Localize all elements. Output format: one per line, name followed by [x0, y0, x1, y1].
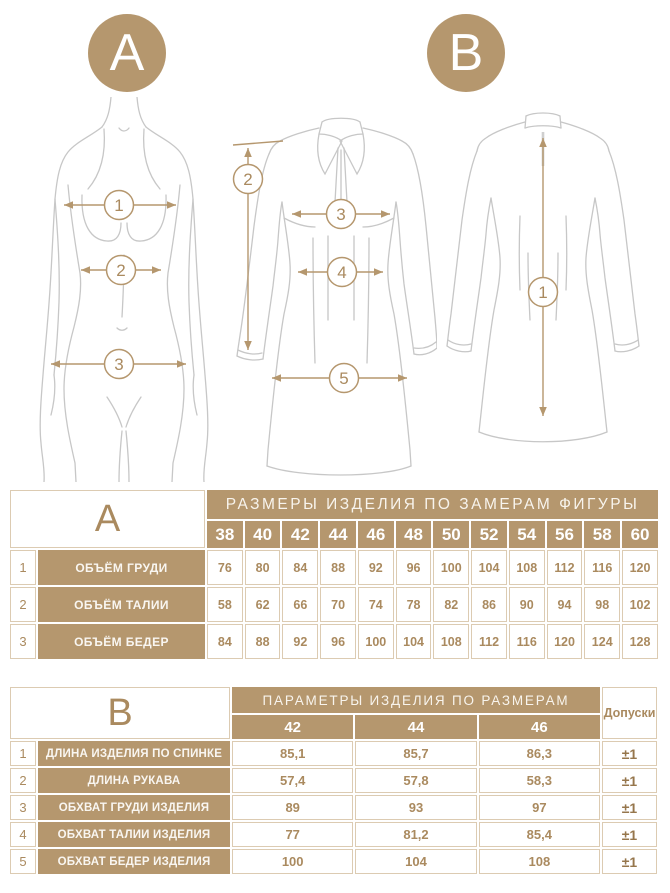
table-b-title: ПАРАМЕТРЫ ИЗДЕЛИЯ ПО РАЗМЕРАМ — [232, 687, 600, 713]
table-b-value-cell: 58,3 — [479, 768, 600, 793]
table-b-corner-label: B — [10, 687, 230, 739]
front-marker-5: 5 — [339, 369, 349, 388]
table-b-row — [10, 822, 657, 847]
table-a-value-cell: 96 — [396, 550, 432, 585]
table-a-size-header: 38 — [207, 521, 243, 548]
table-b-row — [10, 849, 657, 874]
body-sketch — [40, 97, 208, 482]
table-b-size-header: 46 — [479, 715, 600, 739]
table-b-value-cell: 89 — [232, 795, 353, 820]
table-a-value-cell: 102 — [622, 587, 658, 622]
table-a-value-cell: 74 — [358, 587, 394, 622]
table-a-row — [10, 624, 658, 659]
diagram-b-badge — [427, 14, 505, 92]
table-b-tolerance-header: Допуски — [602, 687, 657, 739]
table-a-value-cell: 100 — [358, 624, 394, 659]
table-b-row-number: 3 — [10, 795, 36, 820]
table-a-value-cell: 90 — [509, 587, 545, 622]
table-a-value-cell: 108 — [433, 624, 469, 659]
table-a-corner-label: A — [10, 490, 205, 548]
table-a-value-cell: 108 — [509, 550, 545, 585]
table-b-value-cell: 85,4 — [479, 822, 600, 847]
table-a-value-cell: 104 — [471, 550, 507, 585]
table-b-size-header: 42 — [232, 715, 353, 739]
diagram-b-letter: B — [448, 24, 484, 82]
table-a-value-cell: 116 — [509, 624, 545, 659]
table-a-value-cell: 88 — [320, 550, 356, 585]
table-b-value-cell: 81,2 — [355, 822, 476, 847]
table-b-tolerance-cell: ±1 — [602, 741, 657, 766]
table-b-row-number: 2 — [10, 768, 36, 793]
table-a-value-cell: 84 — [282, 550, 318, 585]
table-b-row — [10, 795, 657, 820]
table-a-value-cell: 98 — [584, 587, 620, 622]
body-marker-3: 3 — [114, 355, 124, 374]
diagram-a-badge — [88, 14, 166, 92]
table-b-value-cell: 85,7 — [355, 741, 476, 766]
table-a-size-header: 40 — [245, 521, 281, 548]
body-marker-2: 2 — [116, 261, 126, 280]
table-b-row-label: ДЛИНА РУКАВА — [38, 768, 230, 793]
table-b-value-cell: 100 — [232, 849, 353, 874]
garment-parameters-table — [8, 685, 659, 876]
table-a-value-cell: 128 — [622, 624, 658, 659]
table-a-row — [10, 587, 658, 622]
front-marker-4: 4 — [337, 263, 347, 282]
table-b-tolerance-cell: ±1 — [602, 768, 657, 793]
table-a-row-label: ОБЪЁМ ГРУДИ — [38, 550, 205, 585]
table-b-value-cell: 108 — [479, 849, 600, 874]
dress-back-diagram — [438, 108, 656, 470]
dress-front-diagram — [225, 108, 437, 480]
table-b-value-cell: 77 — [232, 822, 353, 847]
table-a-size-header: 60 — [622, 521, 658, 548]
table-a-value-cell: 78 — [396, 587, 432, 622]
table-a-size-header: 42 — [282, 521, 318, 548]
body-marker-1: 1 — [114, 196, 124, 215]
table-a-value-cell: 94 — [547, 587, 583, 622]
table-a-row — [10, 550, 658, 585]
table-a-title: РАЗМЕРЫ ИЗДЕЛИЯ ПО ЗАМЕРАМ ФИГУРЫ — [207, 490, 658, 519]
table-a-value-cell: 104 — [396, 624, 432, 659]
table-a-row-label: ОБЪЁМ БЕДЕР — [38, 624, 205, 659]
table-b-row-label: ОБХВАТ ТАЛИИ ИЗДЕЛИЯ — [38, 822, 230, 847]
body-sizes-table — [8, 488, 660, 661]
table-a-value-cell: 84 — [207, 624, 243, 659]
diagram-a-letter: A — [109, 24, 145, 82]
table-a-value-cell: 70 — [320, 587, 356, 622]
table-a-value-cell: 100 — [433, 550, 469, 585]
table-b-row-label: ОБХВАТ БЕДЕР ИЗДЕЛИЯ — [38, 849, 230, 874]
table-b-row-number: 4 — [10, 822, 36, 847]
table-a-size-header: 48 — [396, 521, 432, 548]
table-a-value-cell: 58 — [207, 587, 243, 622]
table-a-size-header: 56 — [547, 521, 583, 548]
table-a-value-cell: 88 — [245, 624, 281, 659]
table-a-value-cell: 92 — [358, 550, 394, 585]
table-a-size-header: 58 — [584, 521, 620, 548]
table-a-value-cell: 112 — [547, 550, 583, 585]
table-b-value-cell: 85,1 — [232, 741, 353, 766]
table-b-row — [10, 768, 657, 793]
table-a-row-number: 2 — [10, 587, 36, 622]
dress-front-measurement-arrows — [233, 141, 407, 393]
table-b-value-cell: 57,8 — [355, 768, 476, 793]
dress-back-measurement-arrows — [529, 138, 558, 416]
table-a-size-header: 52 — [471, 521, 507, 548]
table-b-tolerance-cell: ±1 — [602, 849, 657, 874]
table-a-value-cell: 112 — [471, 624, 507, 659]
table-a-value-cell: 80 — [245, 550, 281, 585]
table-a-value-cell: 82 — [433, 587, 469, 622]
table-a-value-cell: 66 — [282, 587, 318, 622]
body-measurement-diagram — [18, 97, 230, 482]
table-b-row — [10, 741, 657, 766]
table-b-row-number: 1 — [10, 741, 36, 766]
table-b-size-header: 44 — [355, 715, 476, 739]
table-a-value-cell: 76 — [207, 550, 243, 585]
table-a-size-header: 46 — [358, 521, 394, 548]
table-a-row-number: 1 — [10, 550, 36, 585]
table-a-value-cell: 120 — [622, 550, 658, 585]
table-a-value-cell: 96 — [320, 624, 356, 659]
table-b-value-cell: 104 — [355, 849, 476, 874]
table-a-value-cell: 116 — [584, 550, 620, 585]
table-b-value-cell: 97 — [479, 795, 600, 820]
table-b-row-number: 5 — [10, 849, 36, 874]
table-a-value-cell: 120 — [547, 624, 583, 659]
table-b-value-cell: 93 — [355, 795, 476, 820]
table-a-value-cell: 124 — [584, 624, 620, 659]
table-a-size-header: 44 — [320, 521, 356, 548]
table-a-value-cell: 62 — [245, 587, 281, 622]
dress-front-sketch — [237, 118, 437, 475]
table-b-tolerance-cell: ±1 — [602, 822, 657, 847]
table-b-row-label: ОБХВАТ ГРУДИ ИЗДЕЛИЯ — [38, 795, 230, 820]
front-marker-3: 3 — [336, 205, 346, 224]
table-b-row-label: ДЛИНА ИЗДЕЛИЯ ПО СПИНКЕ — [38, 741, 230, 766]
table-b-tolerance-cell: ±1 — [602, 795, 657, 820]
table-a-row-label: ОБЪЁМ ТАЛИИ — [38, 587, 205, 622]
table-a-size-header: 54 — [509, 521, 545, 548]
table-a-value-cell: 92 — [282, 624, 318, 659]
table-a-row-number: 3 — [10, 624, 36, 659]
table-a-value-cell: 86 — [471, 587, 507, 622]
back-marker-1: 1 — [538, 283, 548, 302]
table-a-size-header: 50 — [433, 521, 469, 548]
table-b-value-cell: 86,3 — [479, 741, 600, 766]
front-marker-2: 2 — [243, 170, 253, 189]
table-b-value-cell: 57,4 — [232, 768, 353, 793]
